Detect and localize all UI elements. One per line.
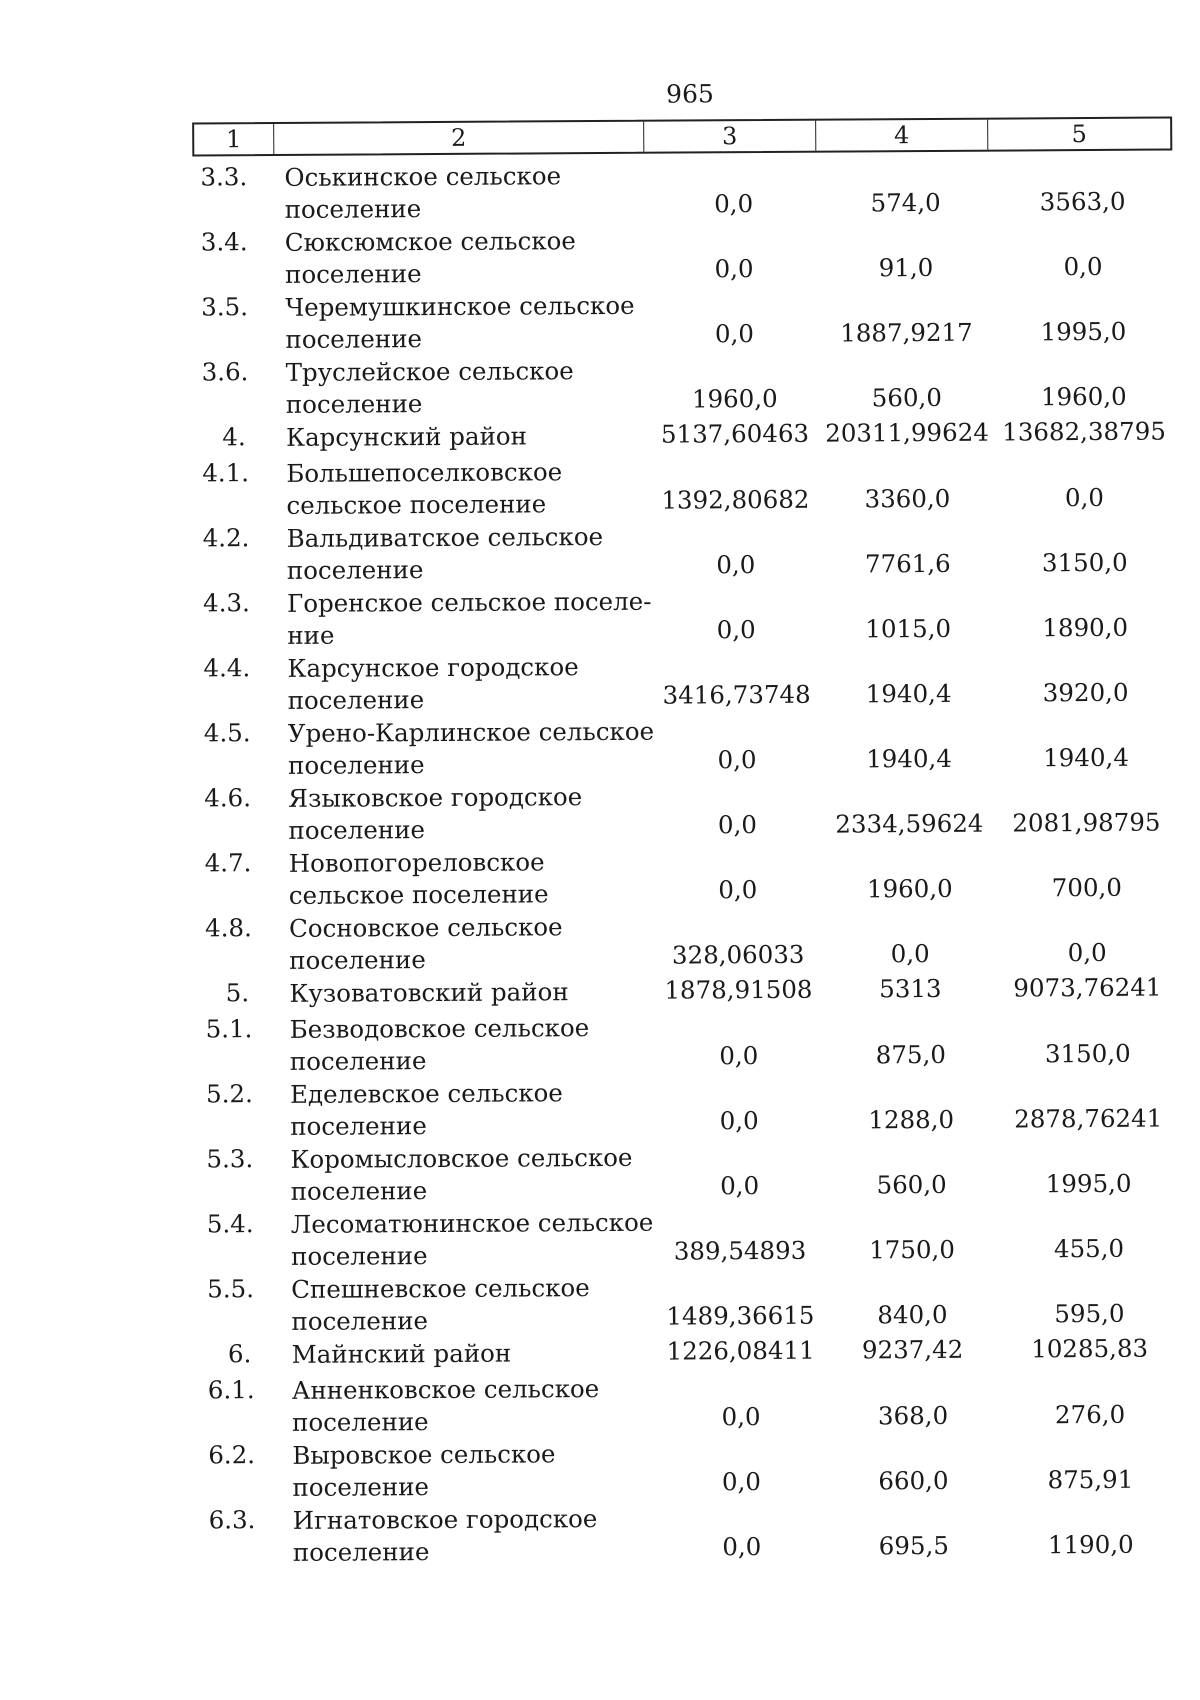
row-number: 4.6.: [204, 783, 252, 813]
row-name-line-2: поселение: [284, 259, 422, 289]
table-body: [192, 157, 1181, 1571]
value-col-4: 20311,99624: [825, 417, 989, 448]
row-name-line-2: поселение: [285, 389, 423, 419]
value-col-4: 1887,9217: [840, 317, 973, 348]
row-name-line-2: поселение: [287, 750, 425, 780]
value-col-5: 1890,0: [1042, 612, 1129, 643]
value-col-3: 0,0: [717, 745, 757, 775]
value-col-5: 2081,98795: [1012, 807, 1161, 838]
value-col-4: 0,0: [890, 939, 930, 969]
row-name-line-1: Большепоселковское: [286, 457, 563, 488]
row-number: 4.1.: [202, 458, 250, 488]
value-col-5: 3920,0: [1042, 677, 1129, 708]
value-col-5: 10285,83: [1031, 1333, 1149, 1364]
header-col-1: 1: [194, 124, 274, 154]
value-col-3: 389,54893: [673, 1235, 807, 1266]
row-name: [287, 586, 657, 652]
row-name: [292, 1337, 662, 1371]
row-name: [290, 1012, 660, 1078]
row-number: 4.3.: [202, 588, 250, 618]
row-name-line-1: Еделевское сельское: [289, 1078, 563, 1109]
row-name: [287, 651, 657, 717]
value-col-5: 595,0: [1054, 1298, 1125, 1329]
row-name: [285, 225, 655, 291]
row-number: 5.5.: [207, 1274, 255, 1304]
row-name-line-2: поселение: [289, 1046, 427, 1076]
value-col-4: 91,0: [878, 252, 934, 283]
row-name-line-1: Вальдиватское сельское: [286, 521, 604, 553]
table-row: [201, 1499, 1181, 1570]
table-row: [199, 1203, 1179, 1274]
table-row: [200, 1369, 1180, 1440]
value-col-3: 1960,0: [691, 383, 778, 414]
value-col-4: 1288,0: [868, 1104, 955, 1135]
row-name-line-2: поселение: [285, 324, 423, 354]
row-name-line-2: поселение: [290, 1241, 428, 1271]
row-number: 3.3.: [200, 162, 248, 192]
table-row: [196, 712, 1176, 783]
value-col-4: 875,0: [875, 1039, 946, 1070]
row-name: [286, 420, 656, 454]
value-col-4: 2334,59624: [835, 808, 984, 839]
value-col-3: 0,0: [721, 1402, 761, 1432]
row-name-line-2: поселение: [284, 194, 422, 224]
value-col-4: 7761,6: [864, 548, 951, 579]
value-col-3: 0,0: [718, 875, 758, 905]
row-number: 4.: [222, 422, 246, 452]
row-name-line-2: поселение: [286, 555, 424, 585]
table-row: [193, 287, 1173, 358]
row-name-line-1: Карсунское городское: [287, 652, 579, 683]
header-col-4: 4: [816, 120, 988, 151]
row-name-line-2: поселение: [288, 815, 426, 845]
row-number: 4.2.: [202, 523, 250, 553]
row-name-line-1: Кузоватовский район: [289, 977, 569, 1008]
row-number: 5.3.: [206, 1144, 254, 1174]
row-name-line-1: Черемушкинское сельское: [285, 290, 635, 322]
row-name-line-1: Лесоматюнинское сельское: [290, 1207, 654, 1239]
row-name-line-2: поселение: [292, 1472, 430, 1502]
table-row: [198, 1073, 1178, 1144]
row-name-line-2: поселение: [289, 945, 426, 975]
value-col-3: 0,0: [716, 550, 756, 580]
value-col-3: 1392,80682: [661, 484, 810, 515]
row-number: 3.6.: [201, 357, 249, 387]
row-name-line-1: Оськинское сельское: [284, 161, 562, 192]
row-number: 5.1.: [205, 1014, 253, 1044]
row-number: 6.2.: [208, 1440, 256, 1470]
value-col-4: 660,0: [878, 1465, 949, 1496]
value-col-3: 0,0: [720, 1171, 760, 1201]
row-name-line-2: сельское поселение: [288, 879, 549, 910]
table-row: [198, 1138, 1178, 1209]
value-col-5: 2878,76241: [1014, 1103, 1163, 1134]
row-name-line-1: Новопогореловское: [288, 847, 545, 878]
table-row: [196, 777, 1176, 848]
value-col-3: 1226,08411: [666, 1335, 815, 1366]
value-col-4: 1015,0: [865, 613, 952, 644]
row-name: [289, 911, 659, 977]
header-col-3: 3: [644, 121, 816, 152]
value-col-3: 0,0: [714, 319, 755, 349]
row-number: 3.4.: [200, 227, 248, 257]
row-name: [288, 781, 658, 847]
value-col-5: 875,91: [1047, 1464, 1134, 1495]
row-name-line-2: поселение: [290, 1111, 427, 1141]
value-col-5: 13682,38795: [1002, 416, 1166, 447]
row-name: [285, 290, 655, 356]
row-name: [286, 355, 656, 421]
row-number: 5.4.: [206, 1209, 254, 1239]
row-name-line-1: Выровское сельское: [292, 1439, 556, 1470]
value-col-5: 1190,0: [1047, 1529, 1134, 1560]
row-number: 3.5.: [201, 292, 249, 322]
value-col-4: 1940,4: [866, 743, 952, 774]
row-name: [286, 456, 656, 522]
header-col-2: 2: [274, 122, 644, 154]
value-col-5: 1940,4: [1043, 742, 1129, 773]
table-row: [200, 1333, 1180, 1375]
table-row: [197, 972, 1177, 1014]
value-col-5: 0,0: [1063, 251, 1103, 282]
value-col-3: 0,0: [719, 1041, 759, 1071]
row-name: [289, 976, 659, 1010]
value-col-5: 1995,0: [1040, 316, 1127, 347]
row-number: 4.4.: [203, 653, 251, 683]
row-name-line-1: Языковское городское: [288, 782, 583, 813]
row-name: [291, 1272, 661, 1338]
value-col-3: 1489,36615: [666, 1300, 815, 1331]
page-number: 965: [666, 79, 714, 109]
row-name: [287, 521, 657, 587]
row-number: 6.3.: [208, 1505, 256, 1535]
row-number: 4.7.: [204, 848, 252, 878]
value-col-5: 1995,0: [1045, 1168, 1132, 1199]
value-col-3: 0,0: [714, 254, 754, 284]
table-row: [200, 1434, 1180, 1505]
value-col-4: 574,0: [870, 187, 941, 218]
row-name-line-1: Горенское сельское поселе-: [286, 586, 652, 618]
table-row: [197, 842, 1177, 913]
row-name: [291, 1207, 661, 1273]
table-row: [195, 517, 1175, 588]
table-row: [198, 1008, 1178, 1079]
value-col-4: 1750,0: [869, 1234, 955, 1265]
row-number: 4.8.: [204, 913, 252, 943]
row-name-line-1: Игнатовское городское: [292, 1504, 598, 1535]
table-row: [194, 416, 1174, 458]
row-name: [290, 1077, 660, 1143]
row-name-line-1: Коромысловское сельское: [290, 1142, 633, 1174]
row-name: [284, 160, 654, 226]
row-name-line-2: поселение: [291, 1407, 429, 1437]
value-col-3: 0,0: [722, 1532, 762, 1562]
table-row: [192, 157, 1172, 228]
row-name-line-2: ние: [287, 620, 335, 650]
table-header: [192, 117, 1172, 157]
value-col-3: 5137,60463: [660, 418, 810, 449]
row-name-line-2: поселение: [287, 685, 425, 715]
value-col-4: 560,0: [876, 1169, 947, 1200]
row-name: [289, 846, 659, 912]
value-col-4: 1960,0: [866, 873, 953, 904]
value-col-5: 0,0: [1064, 482, 1105, 513]
value-col-5: 3150,0: [1041, 547, 1128, 578]
row-name: [292, 1438, 662, 1504]
value-col-5: 3150,0: [1044, 1038, 1131, 1069]
row-name-line-2: поселение: [292, 1537, 430, 1567]
row-name: [290, 1142, 660, 1208]
value-col-4: 9237,42: [861, 1334, 964, 1365]
value-col-4: 3360,0: [864, 483, 951, 514]
value-col-4: 695,5: [878, 1530, 949, 1561]
row-name-line-1: Анненковское сельское: [291, 1374, 600, 1405]
value-col-4: 5313: [879, 973, 942, 1004]
table-row: [195, 647, 1175, 718]
row-name-line-2: поселение: [291, 1306, 429, 1336]
value-col-3: 0,0: [719, 1106, 759, 1136]
row-name-line-1: Майнский район: [291, 1338, 512, 1369]
row-number: 5.: [225, 978, 250, 1008]
value-col-3: 0,0: [717, 810, 758, 840]
row-name-line-1: Урено-Карлинское сельское: [287, 716, 655, 748]
value-col-5: 700,0: [1051, 872, 1122, 903]
row-name-line-1: Спешневское сельское: [291, 1273, 590, 1304]
row-name-line-2: сельское поселение: [286, 489, 547, 520]
row-number: 6.1.: [207, 1375, 255, 1405]
value-col-5: 0,0: [1067, 937, 1107, 968]
value-col-5: 9073,76241: [1013, 972, 1162, 1003]
row-number: 6.: [227, 1339, 252, 1369]
row-number: 4.5.: [203, 718, 251, 748]
row-number: 5.2.: [205, 1079, 253, 1109]
row-name: [293, 1503, 663, 1569]
table-row: [195, 582, 1175, 653]
row-name-line-1: Сосновское сельское: [288, 912, 563, 943]
value-col-5: 1960,0: [1040, 381, 1127, 412]
row-name-line-1: Карсунский район: [285, 421, 528, 452]
value-col-4: 368,0: [877, 1400, 949, 1431]
value-col-5: 455,0: [1053, 1233, 1125, 1264]
value-col-4: 840,0: [877, 1299, 948, 1330]
table-row: [194, 352, 1174, 423]
value-col-3: 328,06033: [671, 939, 805, 970]
value-col-4: 1940,4: [865, 678, 952, 709]
table-row: [197, 907, 1177, 978]
value-col-3: 3416,73748: [662, 679, 811, 710]
row-name: [288, 716, 658, 782]
row-name-line-1: Сюксюмское сельское: [284, 226, 576, 257]
value-col-3: 0,0: [721, 1467, 762, 1497]
value-col-5: 3563,0: [1039, 186, 1126, 217]
table-row: [194, 452, 1174, 523]
row-name-line-1: Безводовское сельское: [289, 1013, 590, 1044]
row-name-line-2: поселение: [290, 1176, 428, 1206]
table-row: [199, 1268, 1179, 1339]
header-col-5: 5: [1071, 120, 1087, 149]
value-col-5: 276,0: [1054, 1399, 1126, 1430]
value-col-4: 560,0: [871, 382, 942, 413]
value-col-3: 0,0: [716, 615, 756, 645]
table-row: [193, 222, 1173, 293]
row-name-line-1: Труслейское сельское: [285, 356, 574, 387]
row-name: [292, 1373, 662, 1439]
value-col-3: 1878,91508: [664, 974, 813, 1005]
value-col-3: 0,0: [714, 189, 754, 219]
